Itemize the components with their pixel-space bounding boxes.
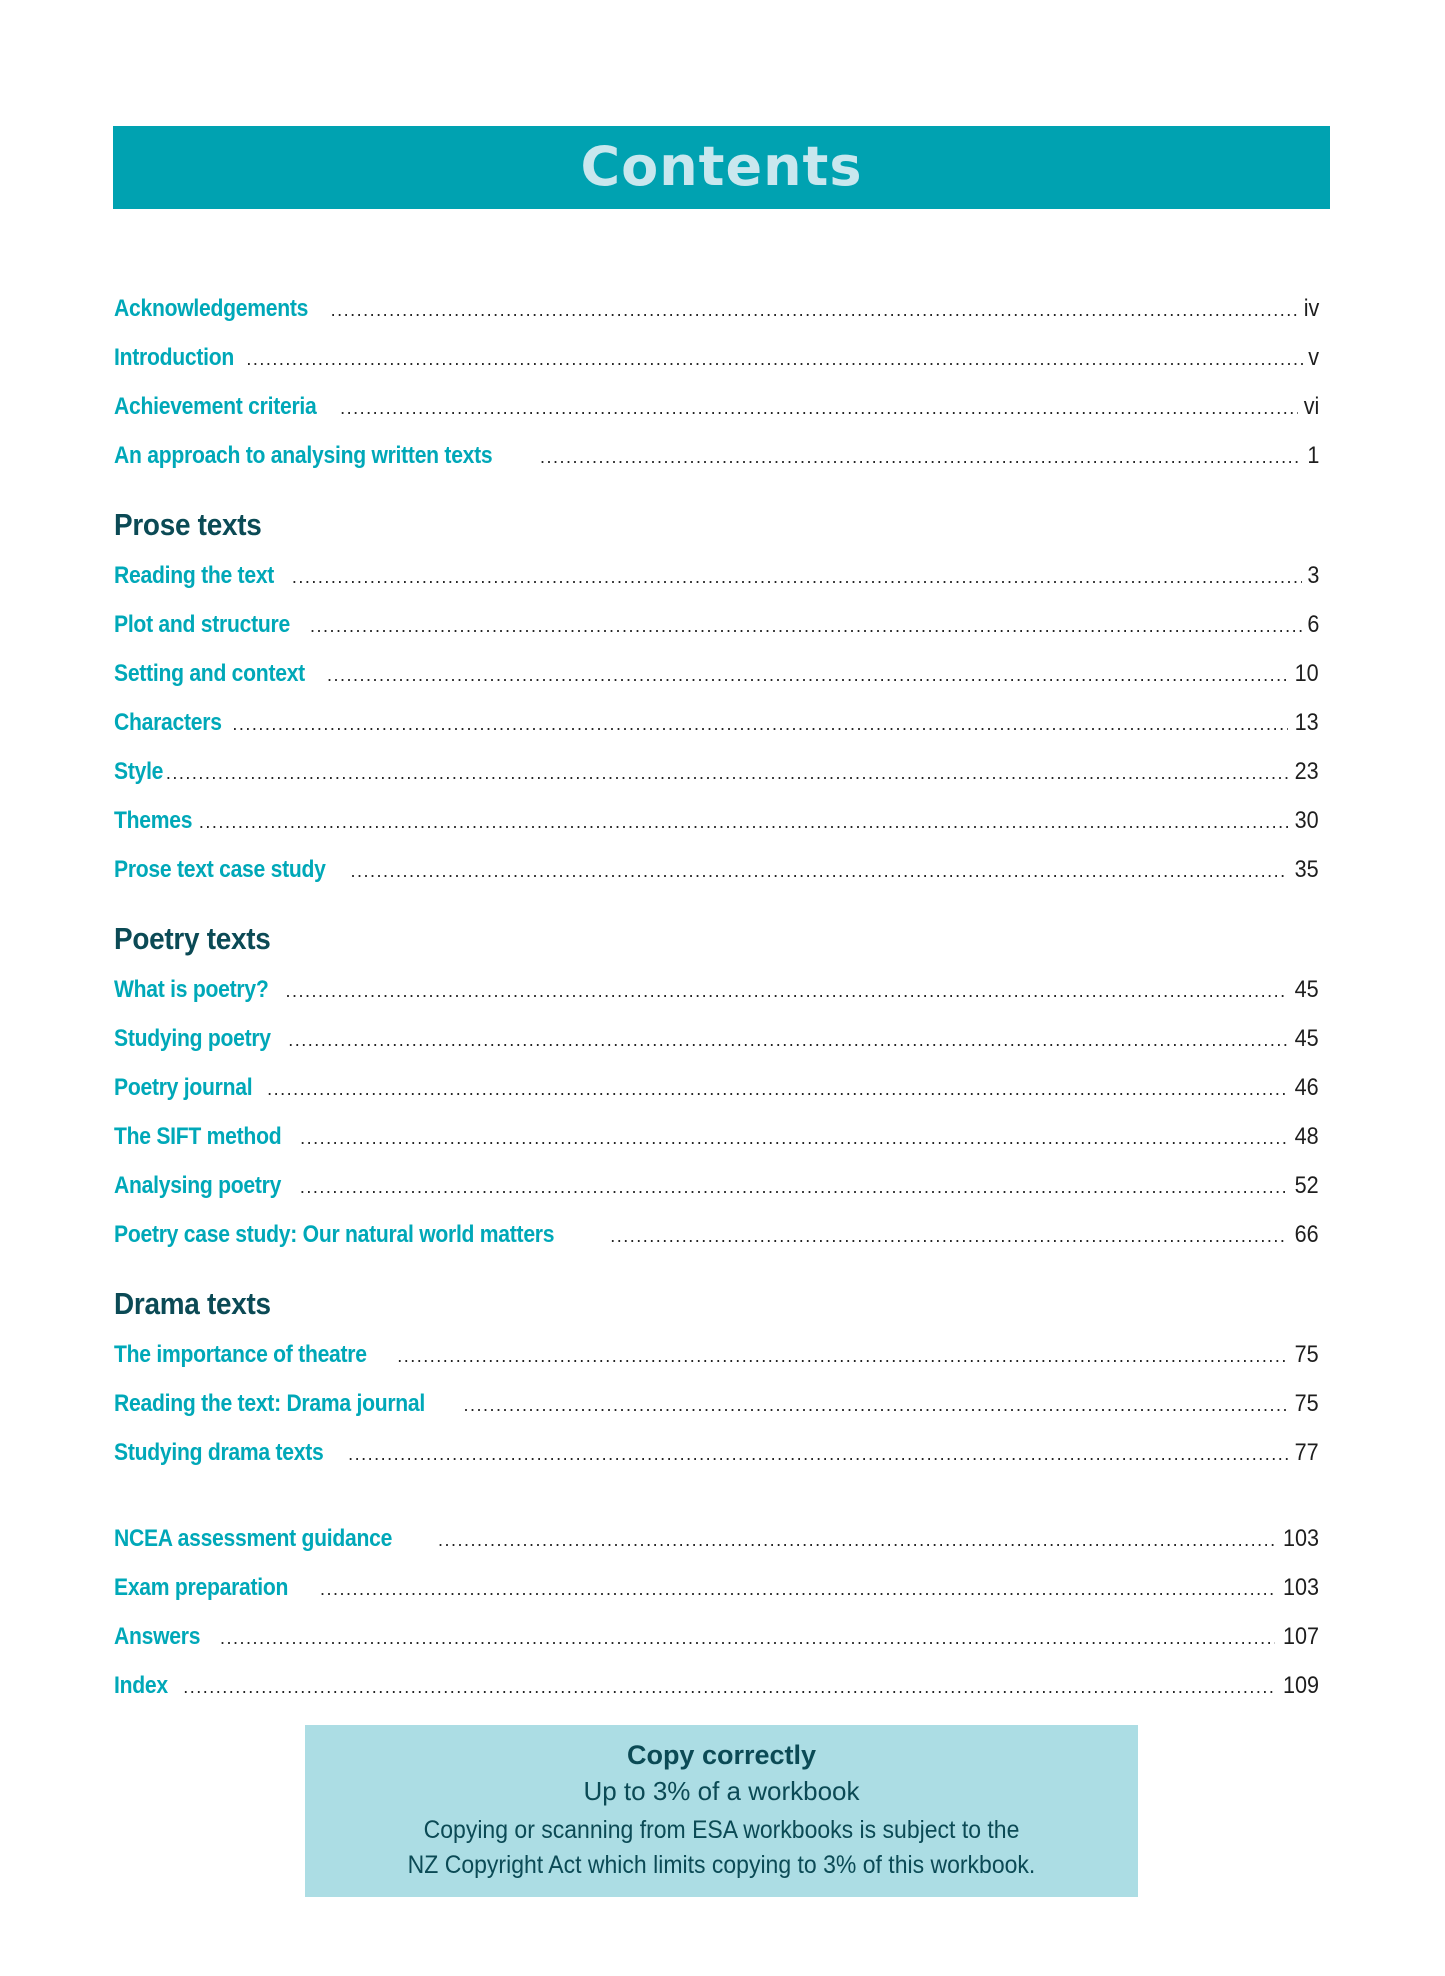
toc-entry-page: 109 (1282, 1672, 1319, 1699)
toc-entry[interactable] (114, 1014, 1319, 1063)
dot-leader (463, 1381, 1288, 1430)
dot-leader (610, 1212, 1288, 1261)
dot-leader (288, 1016, 1288, 1065)
toc-entry-analysing-written-texts[interactable] (114, 431, 1319, 480)
toc-entry-page: 75 (1294, 1341, 1319, 1368)
dot-leader (220, 1614, 1275, 1663)
toc-entry-label: NCEA assessment guidance (114, 1525, 393, 1552)
dot-leader (166, 749, 1288, 798)
section-heading: Drama texts (114, 1286, 271, 1321)
toc-entry-page: 48 (1294, 1123, 1319, 1150)
dot-leader (286, 967, 1289, 1016)
toc-entry-page: 66 (1294, 1221, 1319, 1248)
dot-leader (300, 1114, 1288, 1163)
toc-entry-achievement-criteria[interactable] (114, 382, 1319, 431)
copyright-notice-line-2: NZ Copyright Act which limits copying to 3% of this workbook. (407, 1851, 1036, 1879)
toc-entry[interactable] (114, 1161, 1319, 1210)
toc-entry[interactable] (114, 747, 1319, 796)
toc-entry[interactable] (114, 1112, 1319, 1161)
toc-entry-exam-preparation[interactable] (114, 1563, 1319, 1612)
toc-entry-ncea-guidance[interactable] (114, 1514, 1319, 1563)
toc-entry-label: Analysing poetry (114, 1172, 282, 1199)
toc-entry-label: Prose text case study (114, 856, 326, 883)
toc-entry-label: Setting and context (114, 660, 305, 687)
toc-entry[interactable] (114, 796, 1319, 845)
toc-entry[interactable] (114, 1210, 1319, 1259)
dot-leader (292, 553, 1302, 602)
toc-entry-page: 45 (1294, 976, 1319, 1003)
toc-entry-label: Acknowledgements (114, 295, 309, 322)
toc-entry-page: 77 (1294, 1439, 1319, 1466)
section-poetry-texts (114, 913, 1319, 1259)
toc-entry[interactable] (114, 1063, 1319, 1112)
dot-leader (300, 1163, 1288, 1212)
toc-entry-label: Studying poetry (114, 1025, 271, 1052)
dot-leader (340, 384, 1298, 433)
toc-entry-label: What is poetry? (114, 976, 269, 1003)
toc-entry-introduction[interactable] (114, 333, 1319, 382)
toc-entry-page: v (1308, 344, 1319, 371)
toc-entry-page: 107 (1282, 1623, 1319, 1650)
toc-entry-page: 6 (1306, 611, 1319, 638)
toc-entry[interactable] (114, 1330, 1319, 1379)
dot-leader (246, 335, 1303, 384)
section-prose-texts (114, 499, 1319, 894)
copyright-notice-line-1: Copying or scanning from ESA workbooks is subject to the (423, 1816, 1020, 1844)
toc-entry-page: 46 (1294, 1074, 1319, 1101)
toc-entry-label: Plot and structure (114, 611, 290, 638)
section-heading: Poetry texts (114, 921, 271, 956)
toc-entry-label: Answers (114, 1623, 201, 1650)
toc-entry-label: Achievement criteria (114, 393, 317, 420)
dot-leader (267, 1065, 1288, 1114)
toc-entry-acknowledgements[interactable] (114, 284, 1319, 333)
toc-entry[interactable] (114, 1428, 1319, 1477)
toc-entry-label: Introduction (114, 344, 235, 371)
toc-entry-page: 30 (1294, 807, 1319, 834)
toc-entry-page: 75 (1294, 1390, 1319, 1417)
toc-entry-page: 103 (1282, 1525, 1319, 1552)
toc-entry-page: 35 (1294, 856, 1319, 883)
section-heading: Prose texts (114, 507, 262, 542)
toc-entry-page: 45 (1294, 1025, 1319, 1052)
toc-entry[interactable] (114, 845, 1319, 894)
toc-entry-label: Studying drama texts (114, 1439, 324, 1466)
toc-entry[interactable] (114, 698, 1319, 747)
toc-entry[interactable] (114, 1379, 1319, 1428)
toc-entry-page: 1 (1306, 442, 1319, 469)
toc-entry-label: Index (114, 1672, 168, 1699)
toc-entry-index[interactable] (114, 1661, 1319, 1710)
dot-leader (327, 651, 1288, 700)
table-of-contents (114, 284, 1319, 1710)
copyright-notice-subtitle: Up to 3% of a workbook (583, 1776, 860, 1806)
toc-entry[interactable] (114, 965, 1319, 1014)
toc-entry[interactable] (114, 551, 1319, 600)
copyright-notice-box (305, 1725, 1138, 1897)
dot-leader (199, 798, 1288, 847)
toc-entry-label: The importance of theatre (114, 1341, 367, 1368)
toc-entry-answers[interactable] (114, 1612, 1319, 1661)
toc-entry-label: Themes (114, 807, 193, 834)
contents-header-bar (113, 126, 1330, 209)
copyright-notice-title: Copy correctly (626, 1740, 817, 1770)
toc-entry-label: An approach to analysing written texts (114, 442, 493, 469)
back-matter-list (114, 1514, 1319, 1710)
dot-leader (183, 1663, 1275, 1712)
toc-entry-page: 103 (1282, 1574, 1319, 1601)
toc-entry-label: Poetry journal (114, 1074, 253, 1101)
toc-entry-page: vi (1303, 393, 1319, 420)
dot-leader (331, 286, 1298, 335)
dot-leader (397, 1332, 1288, 1381)
toc-entry-label: Reading the text: Drama journal (114, 1390, 426, 1417)
dot-leader (351, 847, 1289, 896)
toc-entry-label: Style (114, 758, 164, 785)
toc-entry-page: 13 (1294, 709, 1319, 736)
toc-entry-label: The SIFT method (114, 1123, 282, 1150)
toc-entry-page: iv (1303, 295, 1319, 322)
section-drama-texts (114, 1278, 1319, 1477)
section-spacer (114, 1477, 1319, 1514)
dot-leader (438, 1516, 1275, 1565)
toc-entry-label: Poetry case study: Our natural world matters (114, 1221, 555, 1248)
toc-entry-page: 52 (1294, 1172, 1319, 1199)
toc-entry[interactable] (114, 649, 1319, 698)
toc-entry[interactable] (114, 600, 1319, 649)
dot-leader (320, 1565, 1275, 1614)
dot-leader (232, 700, 1288, 749)
toc-entry-page: 3 (1306, 562, 1319, 589)
page-title: Contents (580, 134, 863, 198)
toc-entry-label: Reading the text (114, 562, 275, 589)
front-matter-list (114, 284, 1319, 480)
dot-leader (310, 602, 1302, 651)
dot-leader (540, 433, 1302, 482)
toc-entry-page: 10 (1294, 660, 1319, 687)
dot-leader (348, 1430, 1288, 1479)
toc-entry-page: 23 (1294, 758, 1319, 785)
toc-entry-label: Exam preparation (114, 1574, 289, 1601)
toc-entry-label: Characters (114, 709, 222, 736)
